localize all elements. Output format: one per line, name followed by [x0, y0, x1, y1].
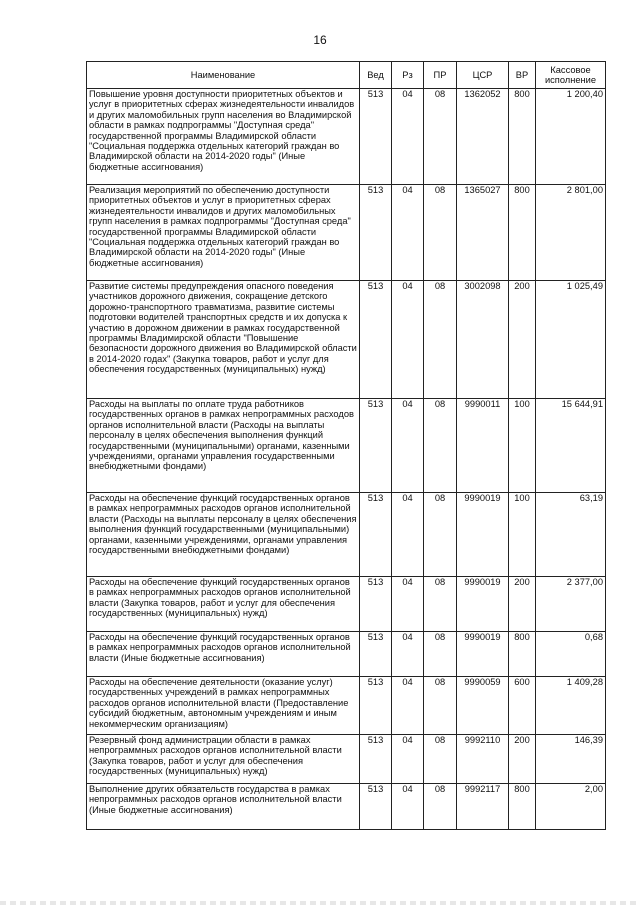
row-amount: 2 801,00: [536, 185, 606, 281]
row-csr: 9990019: [457, 493, 509, 577]
table-row: [87, 784, 606, 830]
row-rz: 04: [392, 399, 424, 493]
row-vr: 800: [509, 632, 536, 677]
row-csr: 9990019: [457, 632, 509, 677]
row-rz: 04: [392, 185, 424, 281]
header-name: Наименование: [87, 62, 360, 89]
row-ved: 513: [360, 577, 392, 632]
row-csr: 9990011: [457, 399, 509, 493]
row-pr: 08: [424, 735, 457, 784]
row-pr: 08: [424, 493, 457, 577]
row-ved: 513: [360, 281, 392, 399]
row-rz: 04: [392, 577, 424, 632]
row-vr: 800: [509, 784, 536, 830]
header-pr: ПР: [424, 62, 457, 89]
row-ved: 513: [360, 735, 392, 784]
row-pr: 08: [424, 577, 457, 632]
table-row: [87, 677, 606, 735]
table-row: [87, 735, 606, 784]
row-amount: 146,39: [536, 735, 606, 784]
row-rz: 04: [392, 735, 424, 784]
table-row: [87, 281, 606, 399]
row-rz: 04: [392, 281, 424, 399]
row-ved: 513: [360, 493, 392, 577]
row-vr: 200: [509, 281, 536, 399]
row-vr: 800: [509, 185, 536, 281]
row-vr: 600: [509, 677, 536, 735]
row-amount: 1 409,28: [536, 677, 606, 735]
row-name: Расходы на обеспечение функций государственных органов в рамках непрограммных расходов органов исполнительной власти (Иные бюджетные ассигнования): [87, 632, 360, 677]
row-vr: 100: [509, 399, 536, 493]
scan-edge-artifact: [0, 901, 640, 905]
row-ved: 513: [360, 677, 392, 735]
row-rz: 04: [392, 493, 424, 577]
table-row: [87, 577, 606, 632]
table-row: [87, 632, 606, 677]
row-rz: 04: [392, 784, 424, 830]
row-rz: 04: [392, 632, 424, 677]
row-amount: 1 200,40: [536, 89, 606, 185]
table-row: [87, 89, 606, 185]
row-ved: 513: [360, 185, 392, 281]
row-csr: 9990019: [457, 577, 509, 632]
header-csr: ЦСР: [457, 62, 509, 89]
row-name: Реализация мероприятий по обеспечению доступности приоритетных объектов и услуг в приоритетных сферах жизнедеятельности инвалидов и других маломобильных групп населения в рамках подпрограммы "Доступная среда" государственной программы Владимирской области "Социальная поддержка отдельных категорий граждан во Владимирской области на 2014-2020 годы" (Иные бюджетные ассигнования): [87, 185, 360, 281]
row-name: Расходы на обеспечение функций государственных органов в рамках непрограммных расходов органов исполнительной власти (Закупка товаров, работ и услуг для обеспечения государственных (муниципальных) нужд): [87, 577, 360, 632]
header-ved: Вед: [360, 62, 392, 89]
row-name: Развитие системы предупреждения опасного поведения участников дорожного движения, сокращение детского дорожно-транспортного травматизма, развитие системы подготовки водителей транспортных средств и их допуска к участию в дорожном движении в рамках государственной программы Владимирской области "Повышение безопасности дорожного движения во Владимирской области в 2014-2020 годах" (Закупка товаров, работ и услуг для обеспечения государственных (муниципальных) нужд): [87, 281, 360, 399]
row-ved: 513: [360, 784, 392, 830]
row-csr: 9992117: [457, 784, 509, 830]
row-rz: 04: [392, 89, 424, 185]
row-vr: 100: [509, 493, 536, 577]
page-number: 16: [313, 33, 327, 47]
table-header-row: [87, 62, 606, 89]
row-amount: 2 377,00: [536, 577, 606, 632]
row-ved: 513: [360, 89, 392, 185]
header-vr: ВР: [509, 62, 536, 89]
row-amount: 2,00: [536, 784, 606, 830]
row-rz: 04: [392, 677, 424, 735]
row-csr: 9992110: [457, 735, 509, 784]
row-amount: 63,19: [536, 493, 606, 577]
row-vr: 200: [509, 577, 536, 632]
header-amount: Кассовое исполнение: [536, 62, 606, 89]
budget-execution-table: [86, 61, 606, 830]
row-name: Расходы на выплаты по оплате труда работников государственных органов в рамках непрограммных расходов органов исполнительной власти (Расходы на выплаты персоналу в целях обеспечения выполнения функций государственными (муниципальными) органами, казенными учреждениями, органами управления государственными внебюджетными фондами): [87, 399, 360, 493]
row-ved: 513: [360, 632, 392, 677]
row-name: Повышение уровня доступности приоритетных объектов и услуг в приоритетных сферах жизнедеятельности инвалидов и других маломобильных групп населения во Владимирской области в рамках подпрограммы "Доступная среда" государственной программы Владимирской области "Социальная поддержка отдельных категорий граждан во Владимирской области на 2014-2020 годы" (Иные бюджетные ассигнования): [87, 89, 360, 185]
row-amount: 0,68: [536, 632, 606, 677]
row-csr: 1365027: [457, 185, 509, 281]
row-pr: 08: [424, 399, 457, 493]
table-row: [87, 493, 606, 577]
row-pr: 08: [424, 677, 457, 735]
table-row: [87, 185, 606, 281]
table-row: [87, 399, 606, 493]
row-csr: 1362052: [457, 89, 509, 185]
row-name: Расходы на обеспечение деятельности (оказание услуг) государственных учреждений в рамках непрограммных расходов органов исполнительной власти (Предоставление субсидий бюджетным, автономным учреждениям и иным некоммерческим организациям): [87, 677, 360, 735]
row-pr: 08: [424, 185, 457, 281]
row-pr: 08: [424, 784, 457, 830]
row-ved: 513: [360, 399, 392, 493]
row-amount: 15 644,91: [536, 399, 606, 493]
header-rz: Рз: [392, 62, 424, 89]
row-amount: 1 025,49: [536, 281, 606, 399]
row-vr: 200: [509, 735, 536, 784]
row-name: Резервный фонд администрации области в рамках непрограммных расходов органов исполнительной власти (Закупка товаров, работ и услуг для обеспечения государственных (муниципальных) нужд): [87, 735, 360, 784]
row-csr: 9990059: [457, 677, 509, 735]
row-csr: 3002098: [457, 281, 509, 399]
row-vr: 800: [509, 89, 536, 185]
row-name: Расходы на обеспечение функций государственных органов в рамках непрограммных расходов органов исполнительной власти (Расходы на выплаты персоналу в целях обеспечения выполнения функций государственными (муниципальными) органами, казенными учреждениями, органами управления государственными внебюджетными фондами): [87, 493, 360, 577]
row-pr: 08: [424, 281, 457, 399]
row-pr: 08: [424, 632, 457, 677]
row-name: Выполнение других обязательств государства в рамках непрограммных расходов органов исполнительной власти (Иные бюджетные ассигнования): [87, 784, 360, 830]
row-pr: 08: [424, 89, 457, 185]
